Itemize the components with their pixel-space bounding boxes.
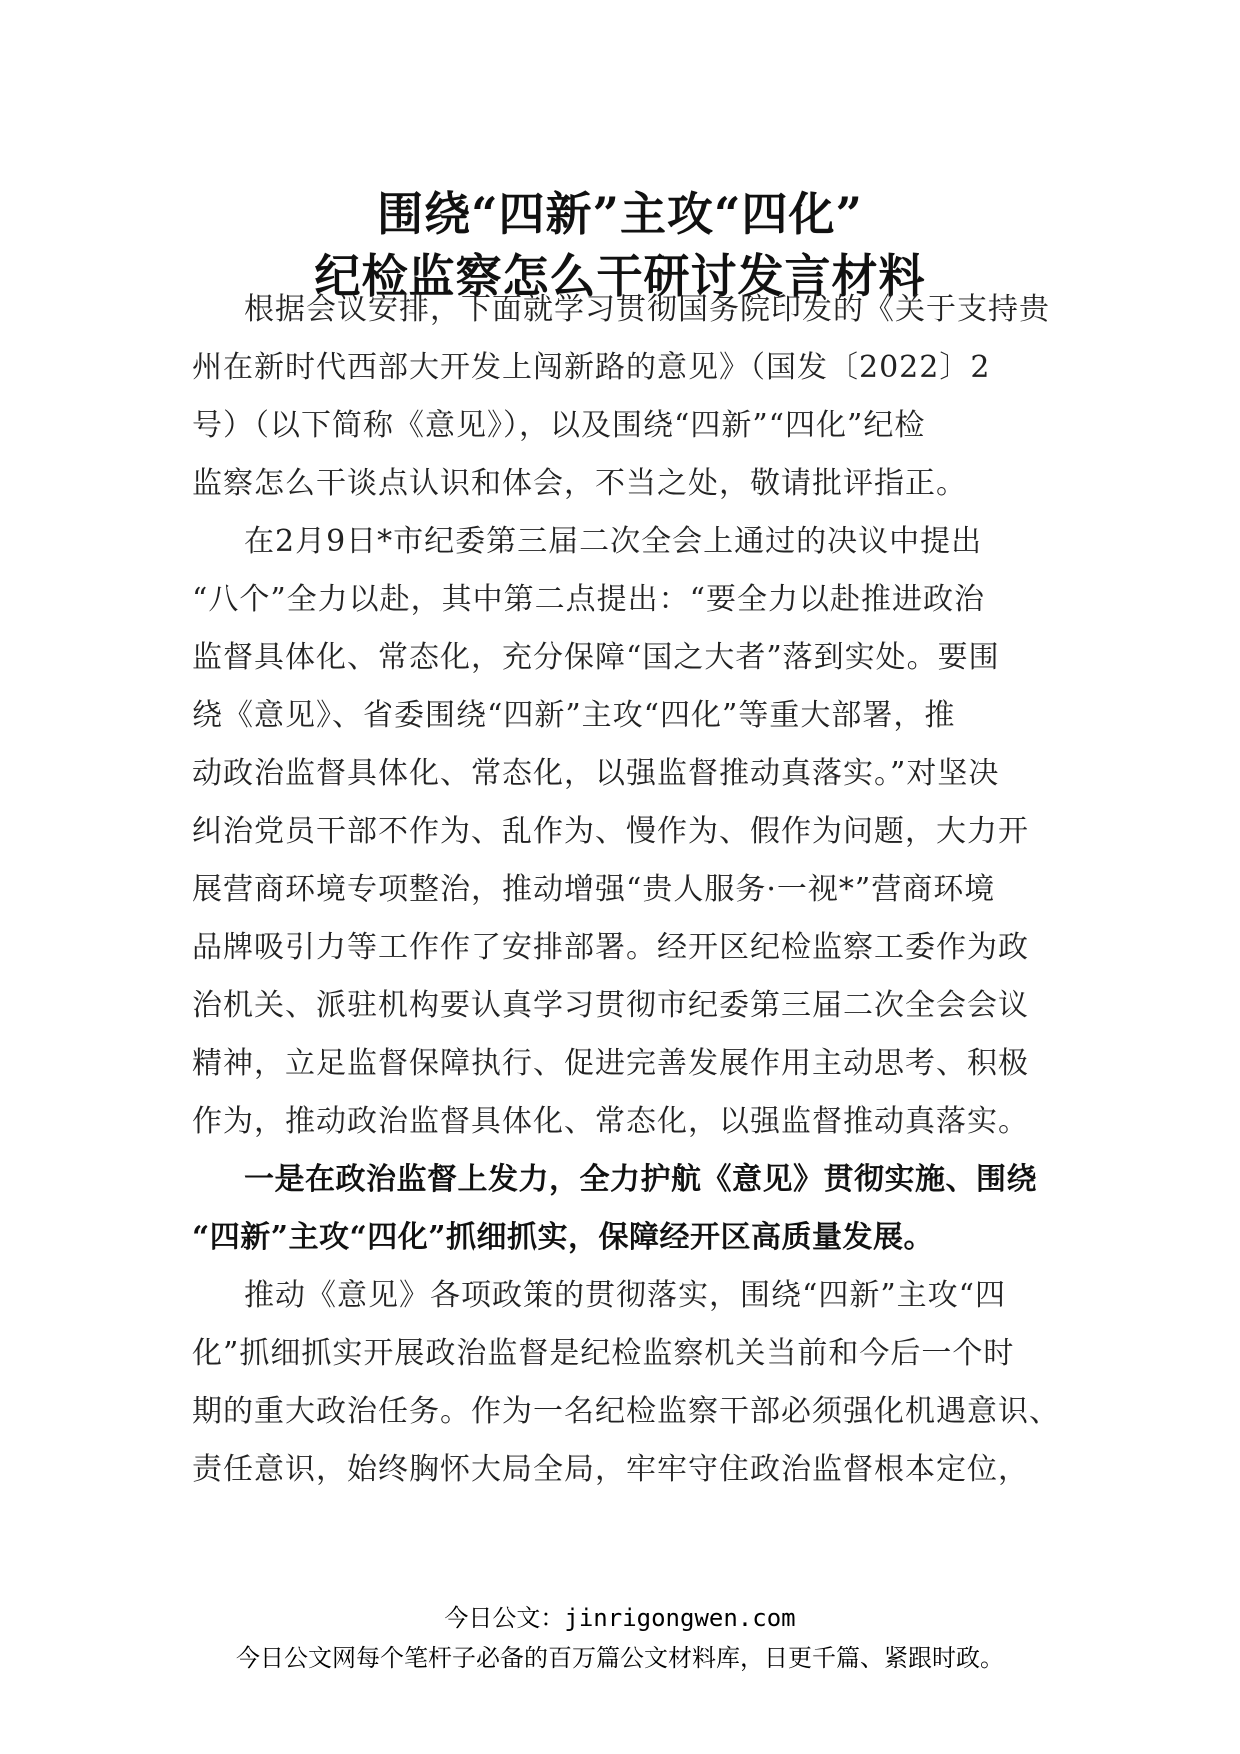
body-line: 治机关、派驻机构要认真学习贯彻市纪委第三届二次全会会议 [192, 988, 1029, 1023]
body-line: 品牌吸引力等工作作了安排部署。经开区纪检监察工委作为政 [192, 930, 1029, 965]
footer-slogan: 今日公文网每个笔杆子必备的百万篇公文材料库，日更千篇、紧跟时政。 [236, 1644, 1004, 1672]
body-line: 监督具体化、常态化，充分保障“国之大者”落到实处。要围 [192, 640, 1000, 675]
body-line: 监察怎么干谈点认识和体会，不当之处，敬请批评指正。 [192, 466, 967, 501]
body-line: 州在新时代西部大开发上闯新路的意见》（国发〔2022〕2 [192, 350, 991, 385]
body-line: 化”抓细抓实开展政治监督是纪检监察机关当前和今后一个时 [192, 1336, 1015, 1371]
footer-site [0, 1598, 1240, 1633]
document-title-line-1: 围绕“四新”主攻“四化” [377, 187, 863, 241]
footer-site-url[interactable]: jinrigongwen.com [564, 1604, 796, 1632]
body-line: “八个”全力以赴，其中第二点提出：“要全力以赴推进政治 [192, 582, 986, 617]
section-heading-line: “四新”主攻“四化”抓细抓实，保障经开区高质量发展。 [192, 1220, 935, 1255]
body-line: 作为，推动政治监督具体化、常态化，以强监督推动真落实。 [192, 1104, 1029, 1139]
body-line: 动政治监督具体化、常态化，以强监督推动真落实。”对坚决 [192, 756, 1000, 791]
body-line: 期的重大政治任务。作为一名纪检监察干部必须强化机遇意识、 [192, 1394, 1060, 1429]
body-line: 号）（以下简称《意见》），以及围绕“四新”“四化”纪检 [192, 408, 926, 443]
document-title-line-2: 纪检监察怎么干研讨发言材料 [314, 249, 926, 303]
body-line: 责任意识，始终胸怀大局全局，牢牢守住政治监督根本定位， [192, 1452, 1029, 1487]
body-line: 推动《意见》各项政策的贯彻落实，围绕“四新”主攻“四 [244, 1278, 1007, 1313]
body-line: 纠治党员干部不作为、乱作为、慢作为、假作为问题，大力开 [192, 814, 1029, 849]
body-line: 精神，立足监督保障执行、促进完善发展作用主动思考、积极 [192, 1046, 1029, 1081]
footer-site-label: 今日公文： [444, 1604, 565, 1632]
body-line: 根据会议安排，下面就学习贯彻国务院印发的《关于支持贵 [244, 292, 1050, 327]
body-line: 在2月9日*市纪委第三届二次全会上通过的决议中提出 [244, 524, 983, 559]
body-line: 绕《意见》、省委围绕“四新”主攻“四化”等重大部署，推 [192, 698, 956, 733]
section-heading-line: 一是在政治监督上发力，全力护航《意见》贯彻实施、围绕 [244, 1162, 1037, 1197]
body-line: 展营商环境专项整治，推动增强“贵人服务·一视*”营商环境 [192, 872, 996, 907]
